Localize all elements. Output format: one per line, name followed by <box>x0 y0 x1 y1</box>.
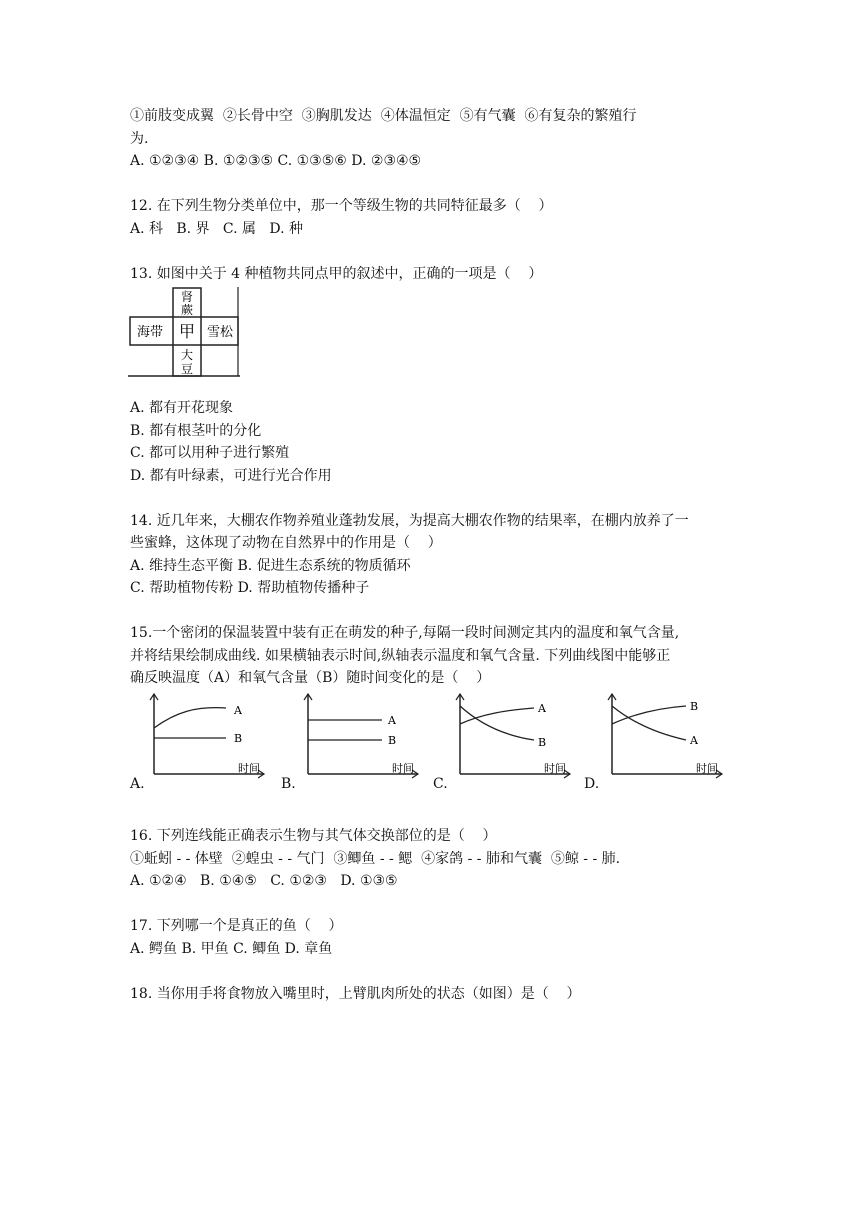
q15-graph-b-label: B. <box>281 776 296 792</box>
q14-line2: 些蜜蜂，这体现了动物在自然界中的作用是（ ） <box>130 535 442 551</box>
q16-items: ①蚯蚓 - - 体壁 ②蝗虫 - - 气门 ③鲫鱼 - - 鳃 ④家鸽 - - 肺和气囊 ⑤鲸 - - 肺. <box>130 851 621 867</box>
q13-right-label: 雪松 <box>206 325 234 340</box>
q15-graph-d-curve1-label: B <box>690 700 699 713</box>
q13-cross-diagram <box>128 287 240 379</box>
q15-graph-a-label: A. <box>130 776 145 792</box>
q15-graph-a <box>146 692 268 780</box>
q13-left-label: 海带 <box>136 325 164 340</box>
q18-stem: 18. 当你用手将食物放入嘴里时，上臂肌肉所处的状态（如图）是（ ） <box>130 986 581 1002</box>
q15-graph-c-label: C. <box>433 776 448 792</box>
q13-top-char2: 蕨 <box>180 303 194 317</box>
q13-top-char1: 肾 <box>180 290 194 304</box>
q13-option-b: B. 都有根茎叶的分化 <box>130 423 262 439</box>
q15-graph-a-curve1-label: A <box>234 704 242 717</box>
q15-graph-c-curve1-label: A <box>538 702 546 715</box>
q11-line2: 为. <box>130 131 149 147</box>
q15-graph-d-xlabel: 时间 <box>696 762 718 775</box>
q15-graph-c-curve2-label: B <box>538 736 547 749</box>
q17-options: A. 鳄鱼 B. 甲鱼 C. 鲫鱼 D. 章鱼 <box>130 941 333 957</box>
q12-stem: 12. 在下列生物分类单位中，那一个等级生物的共同特征最多（ ） <box>130 198 553 214</box>
q14-options-ab: A. 维持生态平衡 B. 促进生态系统的物质循环 <box>130 558 411 574</box>
q14-line1: 14. 近几年来，大棚农作物养殖业蓬勃发展，为提高大棚农作物的结果率，在棚内放养了一 <box>130 513 689 529</box>
q15-graph-c-xlabel: 时间 <box>544 762 566 775</box>
q16-stem: 16. 下列连线能正确表示生物与其气体交换部位的是（ ） <box>130 828 497 844</box>
q15-graph-b-xlabel: 时间 <box>392 762 414 775</box>
q15-graph-b <box>300 692 422 780</box>
q15-line1: 15.一个密闭的保温装置中装有正在萌发的种子,每隔一段时间测定其内的温度和氧气含量, <box>130 625 680 641</box>
q15-graph-d <box>604 692 726 780</box>
q14-options-cd: C. 帮助植物传粉 D. 帮助植物传播种子 <box>130 580 370 596</box>
q15-graph-d-curve2-label: A <box>690 734 698 747</box>
q15-line3: 确反映温度（A）和氧气含量（B）随时间变化的是（ ） <box>130 670 491 686</box>
q15-graph-a-xlabel: 时间 <box>238 762 260 775</box>
q13-stem: 13. 如图中关于 4 种植物共同点甲的叙述中，正确的一项是（ ） <box>130 266 543 282</box>
q15-graph-b-curve1-label: A <box>388 714 396 727</box>
q11-options: A. ①②③④ B. ①②③⑤ C. ①③⑤⑥ D. ②③④⑤ <box>130 153 422 169</box>
q12-options: A. 科 B. 界 C. 属 D. 种 <box>130 221 303 237</box>
q15-line2: 并将结果绘制成曲线. 如果横轴表示时间,纵轴表示温度和氧气含量. 下列曲线图中能够正 <box>130 648 671 664</box>
q15-graph-a-curve2-label: B <box>234 732 243 745</box>
q13-center-label: 甲 <box>178 322 196 341</box>
q11-line1: ①前肢变成翼 ②长骨中空 ③胸肌发达 ④体温恒定 ⑤有气囊 ⑥有复杂的繁殖行 <box>130 108 637 124</box>
q16-options: A. ①②④ B. ①④⑤ C. ①②③ D. ①③⑤ <box>130 873 398 889</box>
q15-graph-b-curve2-label: B <box>388 734 397 747</box>
q13-bottom-char2: 豆 <box>180 362 194 376</box>
q13-option-d: D. 都有叶绿素，可进行光合作用 <box>130 468 332 484</box>
q13-option-c: C. 都可以用种子进行繁殖 <box>130 445 290 461</box>
q17-stem: 17. 下列哪一个是真正的鱼（ ） <box>130 918 343 934</box>
q15-graph-d-label: D. <box>584 776 600 792</box>
q13-bottom-char1: 大 <box>180 348 194 362</box>
q13-option-a: A. 都有开花现象 <box>130 400 234 416</box>
q15-graph-c <box>452 692 574 780</box>
